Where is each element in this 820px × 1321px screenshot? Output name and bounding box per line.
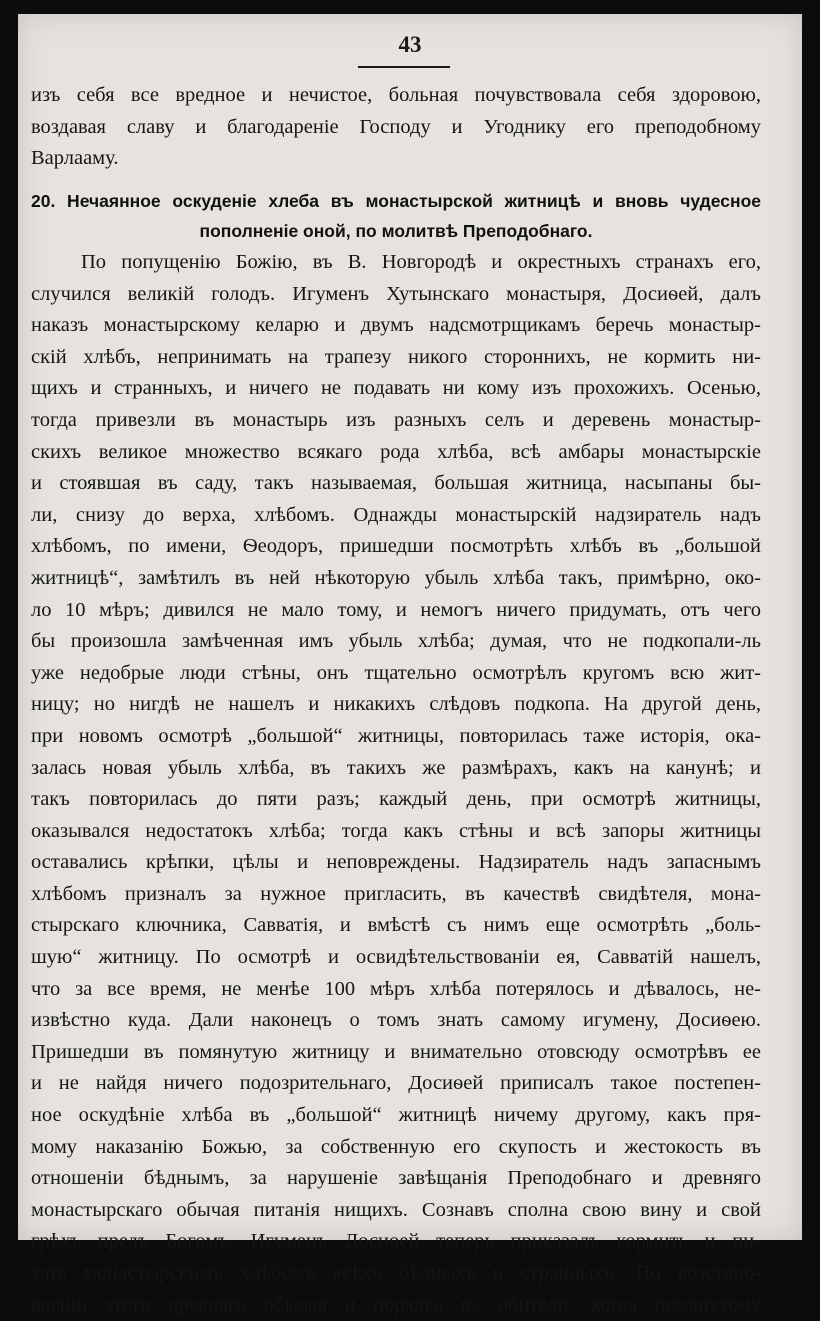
- text-line: ли, снизу до верха, хлѣбомъ. Однажды монастырскій надзиратель надъ: [31, 503, 761, 526]
- text-line: ное оскудѣніе хлѣба въ „большой“ житницѣ ничему другому, какъ пря-: [31, 1104, 761, 1127]
- text-line: шую“ житницу. По осмотрѣ и освидѣтельствованіи ея, Савватій нашелъ,: [31, 946, 761, 969]
- text-line: щихъ и странныхъ, и ничего не подавать ни кому изъ прохожихъ. Осенью,: [31, 377, 761, 400]
- text-line: хлѣбомъ, по имени, Ѳеодоръ, пришедши посмотрѣть хлѣбъ въ „большой: [31, 535, 761, 558]
- text-line: хлѣбомъ призналъ за нужное пригласить, въ качествѣ свидѣтеля, мона-: [31, 882, 761, 905]
- text-line: и стоявшая въ саду, такъ называемая, большая житница, насыпаны бы-: [31, 472, 761, 495]
- text-line: такъ повторилась до пяти разъ; каждый день, при осмотрѣ житницы,: [31, 788, 761, 811]
- text-line: вленіи этого древняго обычая и порядка въ обители, когда помянутому: [31, 1293, 761, 1316]
- text-line: при новомъ осмотрѣ „большой“ житницы, повторилась таже исторія, ока-: [31, 724, 761, 747]
- text-line: бы произошла замѣченная имъ убыль хлѣба; думая, что не подкопали-ль: [31, 630, 761, 653]
- text-line: отношеніи бѣднымъ, за нарушеніе завѣщанія Преподобнаго и древняго: [31, 1167, 761, 1190]
- text-line: стырскаго ключника, Савватія, и вмѣстѣ съ нимъ еще осмотрѣть „боль-: [31, 914, 761, 937]
- text-line: ницу; но нигдѣ не нашелъ и никакихъ слѣдовъ подкопа. На другой день,: [31, 693, 761, 716]
- heading-line: пополненіе оной, по молитвѣ Преподобнаго.: [199, 221, 593, 241]
- intro-paragraph: [31, 80, 761, 175]
- text-line: случился великій голодъ. Игуменъ Хутынскаго монастыря, Досиѳей, далъ: [31, 282, 761, 305]
- text-line: Пришедши въ помянутую житницу и внимательно отовсюду осмотрѣвъ ее: [31, 1040, 761, 1063]
- text-line: монастырскаго обычая питанія нищихъ. Сознавъ сполна свою вину и свой: [31, 1198, 761, 1221]
- text-line: тогда привезли въ монастырь изъ разныхъ селъ и деревень монастыр-: [31, 408, 761, 431]
- text-line: воздавая славу и благодареніе Господу и Угоднику его преподобному: [31, 115, 761, 138]
- text-line: оказывался недостатокъ хлѣба; тогда какъ стѣны и всѣ запоры житницы: [31, 819, 761, 842]
- text-line: и не найдя ничего подозрительнаго, Досиѳей приписалъ такое постепен-: [31, 1072, 761, 1095]
- text-line: изъ себя все вредное и нечистое, больная почувствовала себя здоровою,: [31, 84, 761, 106]
- page-number-rule: [358, 66, 450, 68]
- heading-line: 20. Нечаянное оскуденіе хлеба въ монастырской житницѣ и вновь чудесное: [31, 191, 761, 211]
- text-line: наказъ монастырскому келарю и двумъ надсмотрщикамъ беречь монастыр-: [31, 314, 761, 337]
- body-paragraph: [31, 247, 761, 1321]
- text-line: уже недобрые люди стѣны, онъ тщательно осмотрѣлъ кругомъ всю жит-: [31, 661, 761, 684]
- text-line: По попущенію Божію, въ В. Новгородѣ и окрестныхъ странахъ его,: [81, 251, 761, 273]
- text-line: скій хлѣбъ, непринимать на трапезу никого стороннихъ, не кормить ни-: [31, 345, 761, 368]
- scanned-page: [18, 14, 802, 1316]
- section-heading: [31, 186, 761, 246]
- text-line: оставались крѣпки, цѣлы и неповреждены. Надзиратель надъ запаснымъ: [31, 851, 761, 874]
- text-line: житницѣ“, замѣтилъ въ ней нѣкоторую убыль хлѣба такъ, примѣрно, око-: [31, 566, 761, 589]
- text-line: что за все время, не менѣе 100 мѣръ хлѣба потерялось и дѣвалось, не-: [31, 977, 761, 1000]
- text-line: ло 10 мѣръ; дивился не мало тому, и немогъ ничего придумать, отъ чего: [31, 598, 761, 621]
- text-line: тать монастырскимъ хлѣбомъ всѣхъ бѣдныхъ и странныхъ. По возстано-: [31, 1262, 761, 1284]
- text-line: залась новая убыль хлѣба, въ такихъ же размѣрахъ, какъ на канунѣ; и: [31, 756, 761, 779]
- page-number: 43: [398, 32, 422, 57]
- text-line: скихъ великое множество всякаго рода хлѣба, всѣ амбары монастырскіе: [31, 440, 761, 463]
- text-line: извѣстно куда. Дали наконецъ о томъ знать самому игумену, Досиѳею.: [31, 1009, 761, 1032]
- text-line: Варлааму.: [31, 147, 119, 170]
- text-line: мому наказанію Божью, за собственную его скупость и жестокость въ: [31, 1135, 761, 1158]
- text-line: грѣхъ предъ Богомъ. Игуменъ Досиѳей теперь приказалъ кормить и пи-: [31, 1230, 761, 1253]
